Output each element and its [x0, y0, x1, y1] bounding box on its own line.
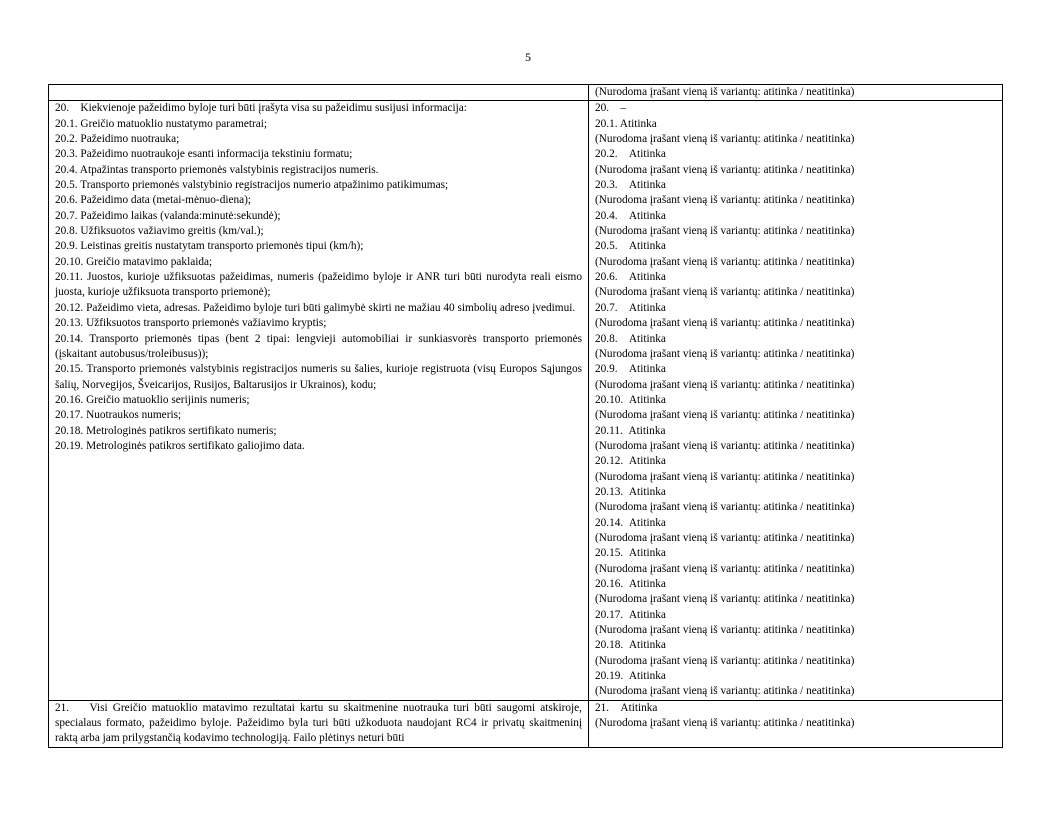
table-cell-compliance — [589, 101, 1003, 700]
compliance-line: (Nurodoma įrašant vieną iš variantų: atitinka / neatitinka) — [595, 317, 855, 330]
table-row — [49, 85, 1003, 101]
compliance-line: (Nurodoma įrašant vieną iš variantų: atitinka / neatitinka) — [595, 286, 855, 299]
compliance-line: (Nurodoma įrašant vieną iš variantų: atitinka / neatitinka) — [595, 501, 855, 514]
requirement-item: 20.1. Greičio matuoklio nustatymo parametrai; — [55, 117, 268, 130]
requirements-table — [48, 84, 1003, 748]
table-cell-compliance: (Nurodoma įrašant vieną iš variantų: atitinka / neatitinka) — [589, 85, 1003, 101]
compliance-line: (Nurodoma įrašant vieną iš variantų: atitinka / neatitinka) — [595, 624, 855, 637]
table-row — [49, 700, 1003, 747]
requirement-item: 20.15. Transporto priemonės valstybinis registracijos numeris su šalies, kurioje registruota (visų Europos Sąjungos šalių, Norvegijos, Šveicarijos, Rusijos, Baltarusijos ir Ukrainos), kodu; — [55, 363, 582, 391]
compliance-line: 20.19. Atitinka — [595, 670, 666, 683]
compliance-line: (Nurodoma įrašant vieną iš variantų: atitinka / neatitinka) — [595, 531, 855, 544]
compliance-line: 20.8. Atitinka — [595, 332, 666, 345]
requirement-item: 20.2. Pažeidimo nuotrauka; — [55, 133, 180, 146]
compliance-line: 20.2. Atitinka — [595, 148, 666, 161]
compliance-line: (Nurodoma įrašant vieną iš variantų: atitinka / neatitinka) — [595, 717, 855, 730]
compliance-line: 20.14. Atitinka — [595, 516, 666, 529]
compliance-line: 21. Atitinka — [595, 701, 658, 714]
requirement-item: 20.4. Atpažintas transporto priemonės valstybinis registracijos numeris. — [55, 163, 379, 176]
compliance-line: 20.10. Atitinka — [595, 393, 666, 406]
requirement-item: 20.11. Juostos, kurioje užfiksuotas pažeidimas, numeris (pažeidimo byloje ir ANR turi būti nurodyta reali eismo juosta, kurioje užfiksuota transporto priemonė); — [55, 271, 582, 299]
requirement-item: 20.3. Pažeidimo nuotraukoje esanti informacija tekstiniu formatu; — [55, 148, 353, 161]
compliance-line: (Nurodoma įrašant vieną iš variantų: atitinka / neatitinka) — [595, 133, 855, 146]
compliance-line: (Nurodoma įrašant vieną iš variantų: atitinka / neatitinka) — [595, 163, 855, 176]
compliance-line: (Nurodoma įrašant vieną iš variantų: atitinka / neatitinka) — [595, 194, 855, 207]
compliance-line: 20.17. Atitinka — [595, 608, 666, 621]
requirement-item: 20.17. Nuotraukos numeris; — [55, 409, 182, 422]
requirement-item: 20.5. Transporto priemonės valstybinio registracijos numerio atpažinimo patikimumas; — [55, 179, 449, 192]
compliance-line: 20.7. Atitinka — [595, 301, 666, 314]
requirement-item: 20. Kiekvienoje pažeidimo byloje turi būti įrašyta visa su pažeidimu susijusi informacija: — [55, 102, 467, 115]
compliance-line: 20.3. Atitinka — [595, 179, 666, 192]
compliance-line: 20.9. Atitinka — [595, 363, 666, 376]
compliance-line: 20.4. Atitinka — [595, 209, 666, 222]
requirement-item: 20.6. Pažeidimo data (metai-mėnuo-diena); — [55, 194, 252, 207]
page-number: 5 — [525, 50, 531, 64]
compliance-line: 20.15. Atitinka — [595, 547, 666, 560]
compliance-line: (Nurodoma įrašant vieną iš variantų: atitinka / neatitinka) — [595, 378, 855, 391]
compliance-line: (Nurodoma įrašant vieną iš variantų: atitinka / neatitinka) — [595, 409, 855, 422]
compliance-line: (Nurodoma įrašant vieną iš variantų: atitinka / neatitinka) — [595, 562, 855, 575]
compliance-line: 20.5. Atitinka — [595, 240, 666, 253]
compliance-line: (Nurodoma įrašant vieną iš variantų: atitinka / neatitinka) — [595, 593, 855, 606]
requirement-item: 20.12. Pažeidimo vieta, adresas. Pažeidimo byloje turi būti galimybė skirti ne mažiau 40 simbolių adreso įvedimui. — [55, 301, 576, 314]
requirement-item: 20.8. Užfiksuotos važiavimo greitis (km/val.); — [55, 225, 264, 238]
requirement-item: 20.10. Greičio matavimo paklaida; — [55, 255, 213, 268]
table-row — [49, 101, 1003, 700]
requirement-item: 20.19. Metrologinės patikros sertifikato galiojimo data. — [55, 439, 305, 452]
requirement-item: 20.13. Užfiksuotos transporto priemonės važiavimo kryptis; — [55, 317, 327, 330]
compliance-line: (Nurodoma įrašant vieną iš variantų: atitinka / neatitinka) — [595, 470, 855, 483]
compliance-line: (Nurodoma įrašant vieną iš variantų: atitinka / neatitinka) — [595, 685, 855, 698]
compliance-line: 20.16. Atitinka — [595, 578, 666, 590]
compliance-line: (Nurodoma įrašant vieną iš variantų: atitinka / neatitinka) — [595, 347, 855, 360]
compliance-line: (Nurodoma įrašant vieną iš variantų: atitinka / neatitinka) — [595, 225, 855, 238]
compliance-line: 20.1. Atitinka — [595, 117, 657, 130]
requirement-item: 20.18. Metrologinės patikros sertifikato numeris; — [55, 424, 277, 437]
requirement-item: 20.16. Greičio matuoklio serijinis numeris; — [55, 393, 250, 406]
compliance-line: 20.18. Atitinka — [595, 639, 666, 652]
table-cell-requirement — [49, 101, 589, 700]
compliance-line: 20.13. Atitinka — [595, 485, 666, 498]
compliance-line: 20.11. Atitinka — [595, 424, 666, 437]
compliance-line: (Nurodoma įrašant vieną iš variantų: atitinka / neatitinka) — [595, 439, 855, 452]
compliance-line: (Nurodoma įrašant vieną iš variantų: atitinka / neatitinka) — [595, 654, 855, 667]
compliance-line: (Nurodoma įrašant vieną iš variantų: atitinka / neatitinka) — [595, 255, 855, 268]
requirement-item: 20.7. Pažeidimo laikas (valanda:minutė:sekundė); — [55, 209, 281, 222]
requirement-item: 20.14. Transporto priemonės tipas (bent 2 tipai: lengvieji automobiliai ir sunkiasvorės transporto priemonės (įskaitant autobusus/troleibusus)); — [55, 332, 582, 360]
requirement-text: 21. Visi Greičio matuoklio matavimo rezultatai kartu su skaitmenine nuotrauka turi būti saugomi atskiroje, specialaus formato, pažeidimo byloje. Pažeidimo byla turi būti užkoduota naudojant RC4 ir privatų skaitmeninį raktą arba jam prilygstančią kodavimo technologiją. Failo plėtinys neturi būti — [55, 701, 582, 745]
compliance-line: 20.12. Atitinka — [595, 455, 666, 468]
table-cell-requirement — [49, 700, 589, 747]
table-cell-compliance — [589, 700, 1003, 747]
compliance-line: 20. – — [595, 102, 627, 115]
requirement-item: 20.9. Leistinas greitis nustatytam transporto priemonės tipui (km/h); — [55, 240, 364, 253]
table-cell-requirement — [49, 85, 589, 101]
compliance-line: 20.6. Atitinka — [595, 271, 666, 284]
